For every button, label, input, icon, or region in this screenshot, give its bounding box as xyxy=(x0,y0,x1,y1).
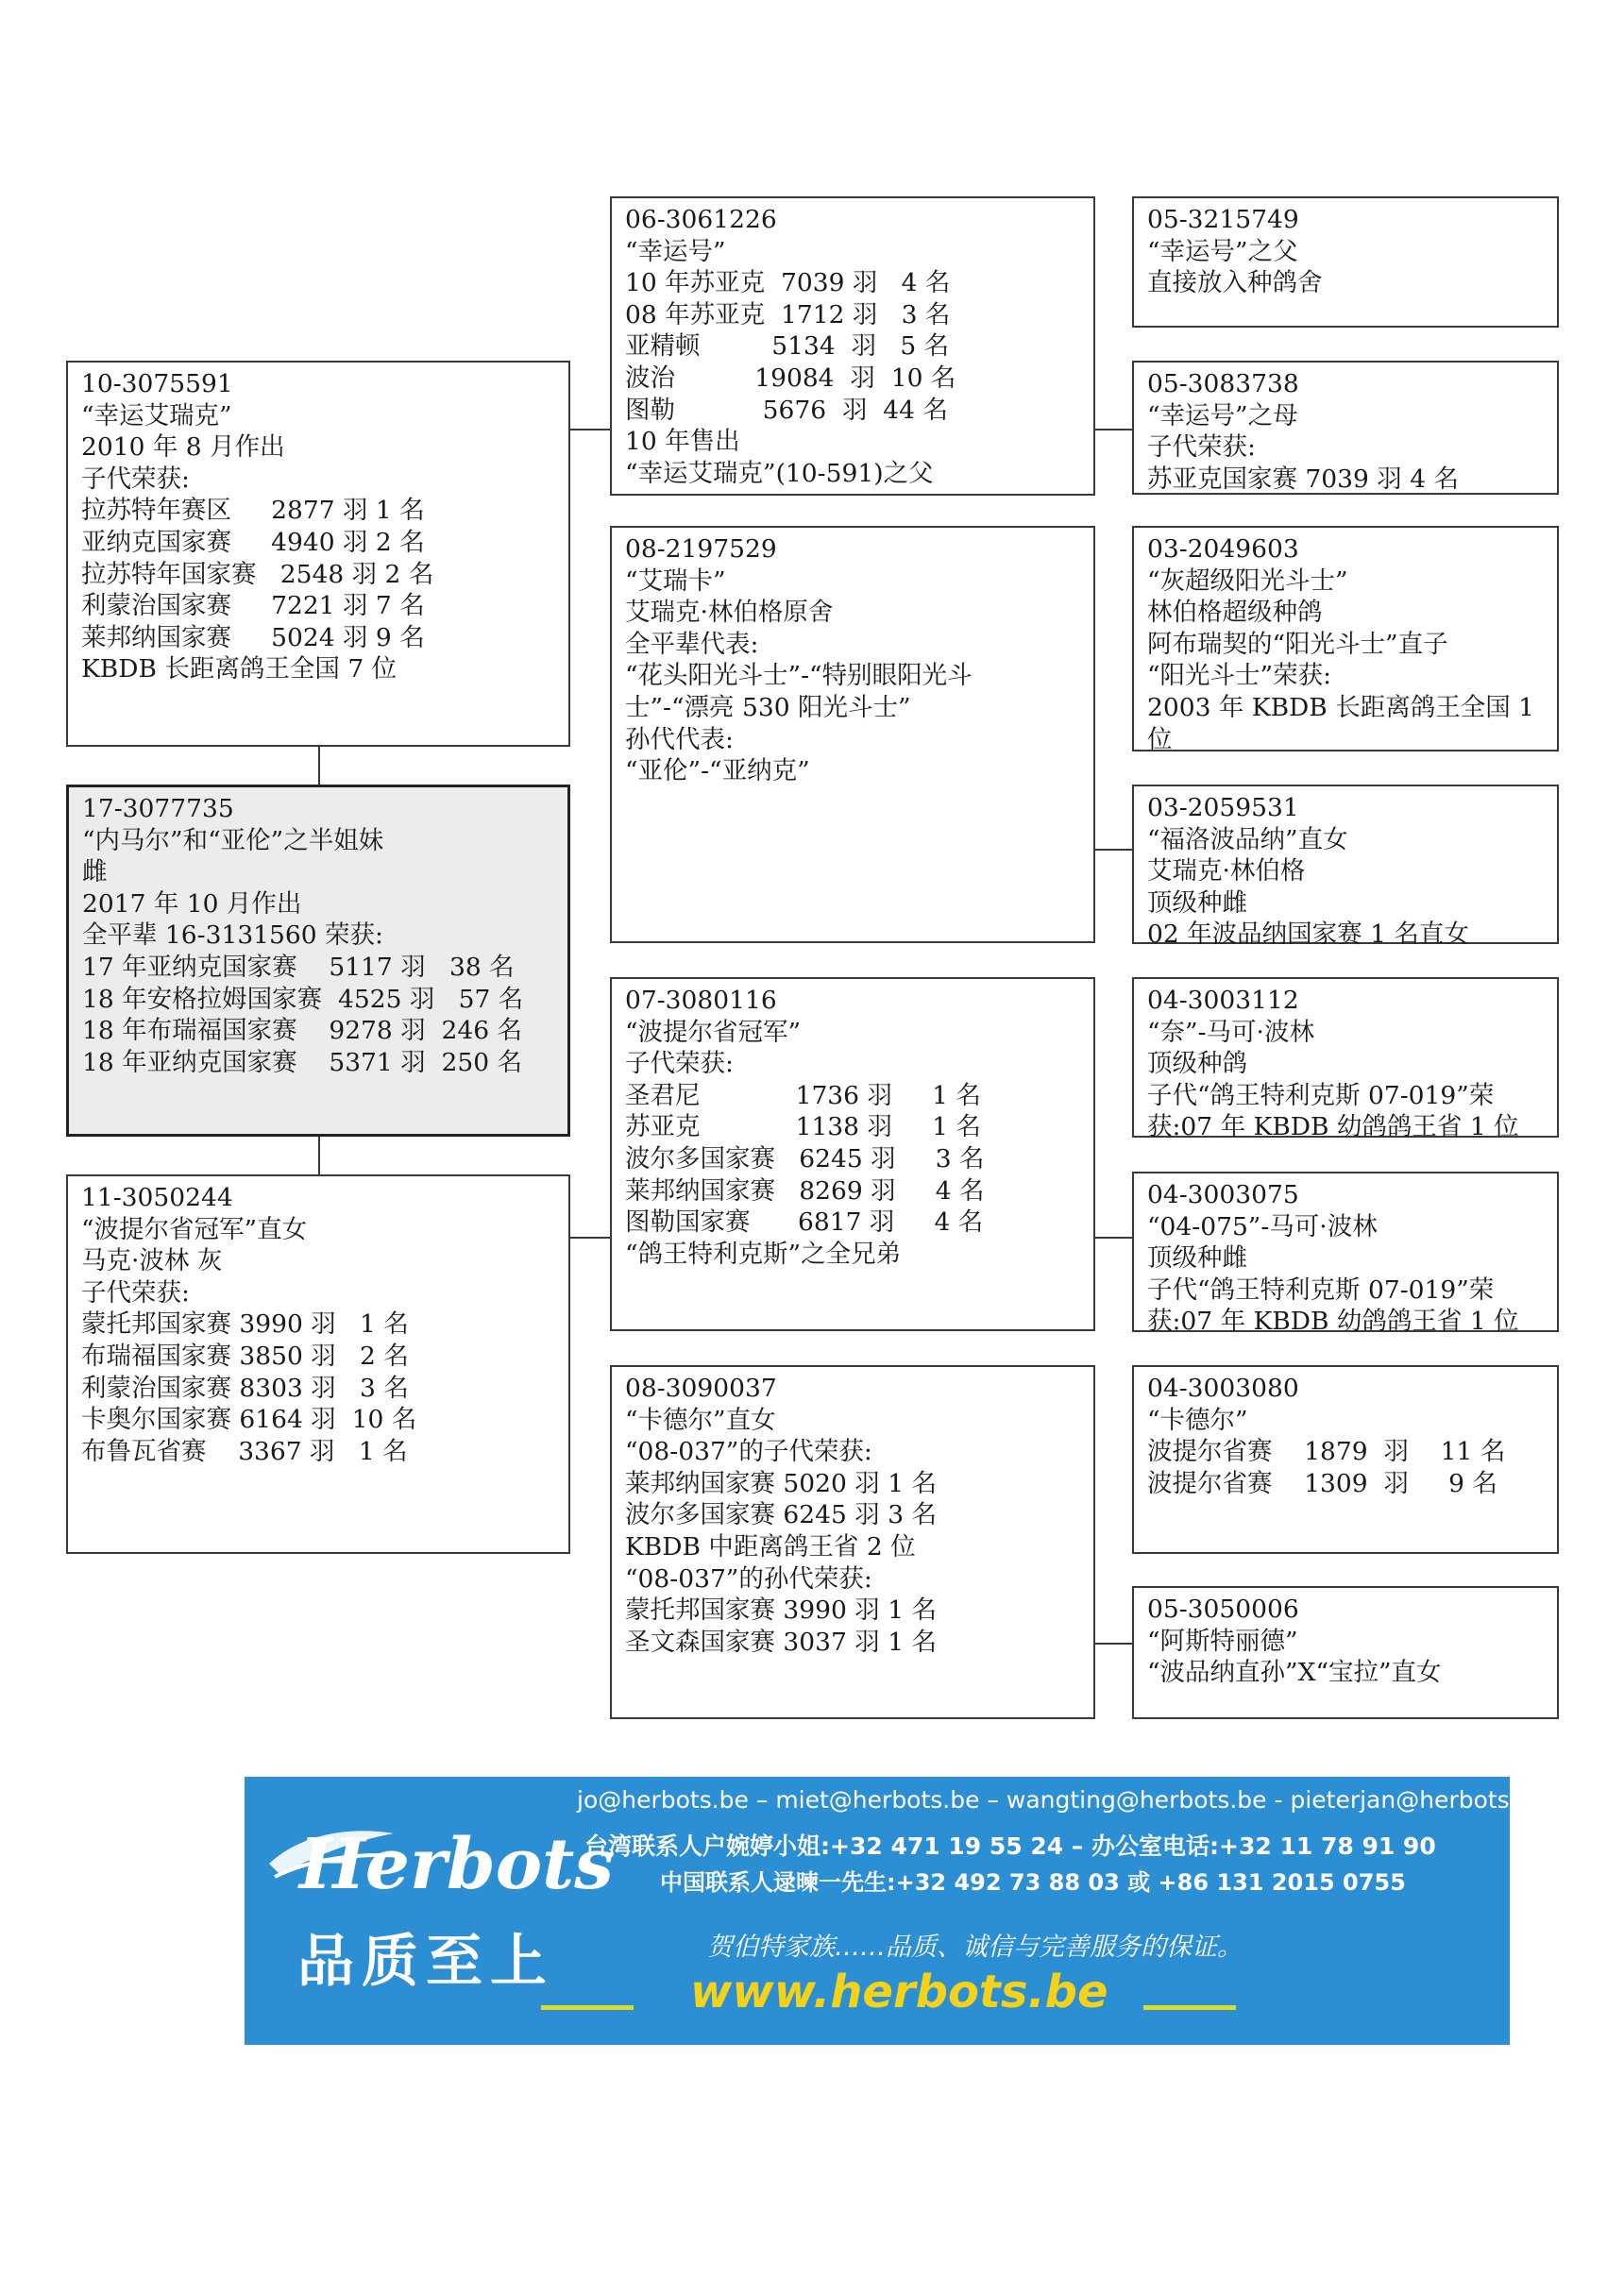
sd-dam-card xyxy=(1132,785,1559,950)
dd-dam-line: “波品纳直孙”X“宝拉”直女 xyxy=(1147,1658,1442,1688)
ss-dam-line: “幸运号”之母 xyxy=(1147,400,1298,430)
ds-dam-line: 04-3003075 xyxy=(1147,1180,1299,1209)
sd-sire-line: “灰超级阳光斗士” xyxy=(1147,566,1348,596)
dam-line: 蒙托邦国家赛 3990 羽 1 名 xyxy=(81,1309,409,1340)
dam-sire-line: 圣君尼 1736 羽 1 名 xyxy=(625,1080,981,1110)
dam-dam-line: 蒙托邦国家赛 3990 羽 1 名 xyxy=(625,1595,937,1626)
ss-dam-line: 05-3083738 xyxy=(1147,369,1299,398)
dam-sire-line: “鸽王特利克斯”之全兄弟 xyxy=(625,1239,902,1269)
connector xyxy=(569,1237,611,1239)
logo-text: Herbots xyxy=(299,1824,614,1905)
sire-line: 利蒙治国家赛 7221 羽 7 名 xyxy=(81,591,425,621)
sire-dam-line: “艾瑞卡” xyxy=(625,566,726,596)
sd-sire-card xyxy=(1132,526,1559,754)
dam-sire-line: 07-3080116 xyxy=(625,986,777,1015)
sire-sire-line: 10 年苏亚克 7039 羽 4 名 xyxy=(625,268,951,298)
dam-sire-line: “波提尔省冠军” xyxy=(625,1017,802,1047)
dd-sire-card xyxy=(1132,1365,1559,1554)
ds-sire-line: 获:07 年 KBDB 幼鸽鸽王省 1 位 xyxy=(1147,1112,1519,1142)
dam-line: 子代荣获: xyxy=(81,1277,190,1308)
ds-dam-line: 子代“鸽王特利克斯 07-019”荣 xyxy=(1147,1275,1495,1305)
sire-sire-card xyxy=(610,196,1095,496)
taiwan-contact: 台湾联系人户婉婷小姐:+32 471 19 55 24 – 办公室电话:+32 11 78 91 90 xyxy=(584,1832,1436,1860)
sire-dam-line: “亚伦”-“亚纳克” xyxy=(625,756,810,786)
dam-dam-line: “08-037”的子代荣获: xyxy=(625,1437,872,1467)
ss-dam-line: 苏亚克国家赛 7039 羽 4 名 xyxy=(1147,464,1459,494)
dd-dam-card xyxy=(1132,1586,1559,1719)
subject-line: 18 年亚纳克国家赛 5371 羽 250 名 xyxy=(82,1047,523,1077)
ss-sire-line: 直接放入种鸽舍 xyxy=(1147,268,1323,298)
sd-sire-line: 林伯格超级种鸽 xyxy=(1147,598,1323,628)
dam-sire-line: 莱邦纳国家赛 8269 羽 4 名 xyxy=(625,1175,985,1206)
dam-line: 11-3050244 xyxy=(81,1183,233,1212)
subject-line: “内马尔”和“亚伦”之半姐妹 xyxy=(82,825,384,855)
dam-line: “波提尔省冠军”直女 xyxy=(81,1214,308,1244)
dam-dam-line: 08-3090037 xyxy=(625,1374,777,1403)
sire-dam-card xyxy=(610,526,1095,943)
connector xyxy=(318,747,320,785)
subject-line: 18 年安格拉姆国家赛 4525 羽 57 名 xyxy=(82,984,524,1014)
subject-card xyxy=(66,785,570,1137)
connector xyxy=(569,429,611,430)
connector xyxy=(1093,849,1133,851)
ds-dam-line: “04-075”-马可·波林 xyxy=(1147,1211,1378,1241)
dam-line: 利蒙治国家赛 8303 羽 3 名 xyxy=(81,1373,409,1403)
sire-line: 拉苏特年赛区 2877 羽 1 名 xyxy=(81,496,425,526)
sd-sire-line: 2003 年 KBDB 长距离鸽王全国 1 xyxy=(1147,692,1534,722)
email-line[interactable]: jo@herbots.be – miet@herbots.be – wangting@herbots.be - pieterjan@herbots.be xyxy=(577,1786,1547,1814)
sire-sire-line: 波治 19084 羽 10 名 xyxy=(625,363,956,393)
dd-sire-line: “卡德尔” xyxy=(1147,1405,1248,1435)
ds-sire-line: 子代“鸽王特利克斯 07-019”荣 xyxy=(1147,1080,1495,1110)
ss-sire-line: 05-3215749 xyxy=(1147,205,1299,234)
subject-line: 2017 年 10 月作出 xyxy=(82,888,302,919)
connector xyxy=(1093,1643,1133,1645)
sire-sire-line: “幸运号” xyxy=(625,236,726,266)
dd-sire-line: 波提尔省赛 1879 羽 11 名 xyxy=(1147,1437,1506,1467)
website-link[interactable]: www.herbots.be xyxy=(690,1966,1108,2018)
sire-sire-line: 08 年苏亚克 1712 羽 3 名 xyxy=(625,299,951,329)
sire-dam-line: 08-2197529 xyxy=(625,534,777,564)
sire-sire-line: “幸运艾瑞克”(10-591)之父 xyxy=(625,458,934,488)
sire-card xyxy=(66,361,570,747)
dam-line: 马克·波林 灰 xyxy=(81,1246,223,1276)
sd-sire-line: 03-2049603 xyxy=(1147,534,1299,564)
ss-dam-card xyxy=(1132,361,1559,495)
dam-dam-line: 圣文森国家赛 3037 羽 1 名 xyxy=(625,1627,937,1657)
sd-dam-line: 02 年波品纳国家赛 1 名直女 xyxy=(1147,920,1469,950)
dam-line: 卡奥尔国家赛 6164 羽 10 名 xyxy=(81,1405,417,1435)
sire-line: “幸运艾瑞克” xyxy=(81,400,232,430)
dd-dam-line: “阿斯特丽德” xyxy=(1147,1626,1298,1656)
connector xyxy=(1093,429,1133,430)
subject-line: 17-3077735 xyxy=(82,794,234,823)
dd-dam-line: 05-3050006 xyxy=(1147,1595,1299,1624)
subject-line: 17 年亚纳克国家赛 5117 羽 38 名 xyxy=(82,952,515,982)
ds-sire-line: 04-3003112 xyxy=(1147,986,1299,1015)
dd-sire-line: 04-3003080 xyxy=(1147,1374,1299,1403)
dam-sire-line: 波尔多国家赛 6245 羽 3 名 xyxy=(625,1143,985,1173)
sire-line: 亚纳克国家赛 4940 羽 2 名 xyxy=(81,527,425,557)
sd-sire-line: 阿布瑞契的“阳光斗士”直子 xyxy=(1147,629,1448,659)
subject-line: 18 年布瑞福国家赛 9278 羽 246 名 xyxy=(82,1016,523,1046)
dam-dam-line: “08-037”的孙代荣获: xyxy=(625,1563,872,1594)
connector xyxy=(318,1137,320,1174)
dam-dam-line: KBDB 中距离鸽王省 2 位 xyxy=(625,1531,916,1562)
sire-line: 莱邦纳国家赛 5024 羽 9 名 xyxy=(81,622,425,652)
dam-sire-line: 图勒国家赛 6817 羽 4 名 xyxy=(625,1207,984,1238)
sire-dam-line: 艾瑞克·林伯格原舍 xyxy=(625,598,834,628)
subject-line: 雌 xyxy=(82,857,108,887)
ds-sire-line: “奈”-马可·波林 xyxy=(1147,1017,1314,1047)
sire-line: 10-3075591 xyxy=(81,369,233,398)
connector xyxy=(1093,1237,1133,1239)
ds-dam-line: 获:07 年 KBDB 幼鸽鸽王省 1 位 xyxy=(1147,1307,1519,1337)
slogan: 品质至上 xyxy=(297,1929,554,1995)
dam-card xyxy=(66,1174,570,1554)
tagline: 贺伯特家族……品质、诚信与完善服务的保证。 xyxy=(707,1933,1243,1962)
divider xyxy=(541,2005,634,2010)
sire-line: 拉苏特年国家赛 2548 羽 2 名 xyxy=(81,559,434,589)
dam-sire-card xyxy=(610,977,1095,1331)
sire-dam-line: 孙代代表: xyxy=(625,724,734,754)
ss-dam-line: 子代荣获: xyxy=(1147,432,1256,463)
sd-dam-line: “福洛波品纳”直女 xyxy=(1147,824,1348,854)
ds-sire-line: 顶级种鸽 xyxy=(1147,1049,1247,1079)
dam-dam-line: 莱邦纳国家赛 5020 羽 1 名 xyxy=(625,1468,937,1498)
herbots-banner xyxy=(245,1777,1547,2045)
sd-dam-line: 03-2059531 xyxy=(1147,793,1299,822)
dam-sire-line: 子代荣获: xyxy=(625,1049,734,1079)
sire-dam-line: 全平辈代表: xyxy=(625,629,759,659)
dam-dam-line: 波尔多国家赛 6245 羽 3 名 xyxy=(625,1500,937,1530)
sire-line: KBDB 长距离鸽王全国 7 位 xyxy=(81,654,398,684)
dam-line: 布鲁瓦省赛 3367 羽 1 名 xyxy=(81,1436,408,1466)
sire-sire-line: 亚精顿 5134 羽 5 名 xyxy=(625,331,950,362)
divider xyxy=(1143,2005,1236,2010)
sd-sire-line: 位 xyxy=(1147,724,1173,754)
sire-dam-line: 士”-“漂亮 530 阳光斗士” xyxy=(625,692,911,722)
herbots-logo xyxy=(262,1807,614,1911)
dam-sire-line: 苏亚克 1138 羽 1 名 xyxy=(625,1112,981,1142)
sire-sire-line: 06-3061226 xyxy=(625,205,777,234)
sire-sire-line: 10 年售出 xyxy=(625,427,740,457)
ss-sire-line: “幸运号”之父 xyxy=(1147,236,1298,266)
dd-sire-line: 波提尔省赛 1309 羽 9 名 xyxy=(1147,1468,1497,1498)
ss-sire-card xyxy=(1132,196,1559,328)
dam-dam-card xyxy=(610,1365,1095,1719)
subject-line: 全平辈 16-3131560 荣获: xyxy=(82,920,383,951)
ds-sire-card xyxy=(1132,977,1559,1142)
dam-dam-line: “卡德尔”直女 xyxy=(625,1405,776,1435)
sd-dam-line: 艾瑞克·林伯格 xyxy=(1147,856,1306,886)
sd-sire-line: “阳光斗士”荣获: xyxy=(1147,661,1332,691)
ds-dam-card xyxy=(1132,1172,1559,1337)
sire-dam-line: “花头阳光斗士”-“特别眼阳光斗 xyxy=(625,661,973,691)
sire-line: 子代荣获: xyxy=(81,464,190,494)
dam-line: 布瑞福国家赛 3850 羽 2 名 xyxy=(81,1341,409,1371)
sire-line: 2010 年 8 月作出 xyxy=(81,432,285,463)
china-contact: 中国联系人逯暕一先生:+32 492 73 88 03 或 +86 131 2015 0755 xyxy=(660,1869,1406,1896)
sd-dam-line: 顶级种雌 xyxy=(1147,887,1247,918)
sire-sire-line: 图勒 5676 羽 44 名 xyxy=(625,395,948,425)
ds-dam-line: 顶级种雌 xyxy=(1147,1243,1247,1274)
